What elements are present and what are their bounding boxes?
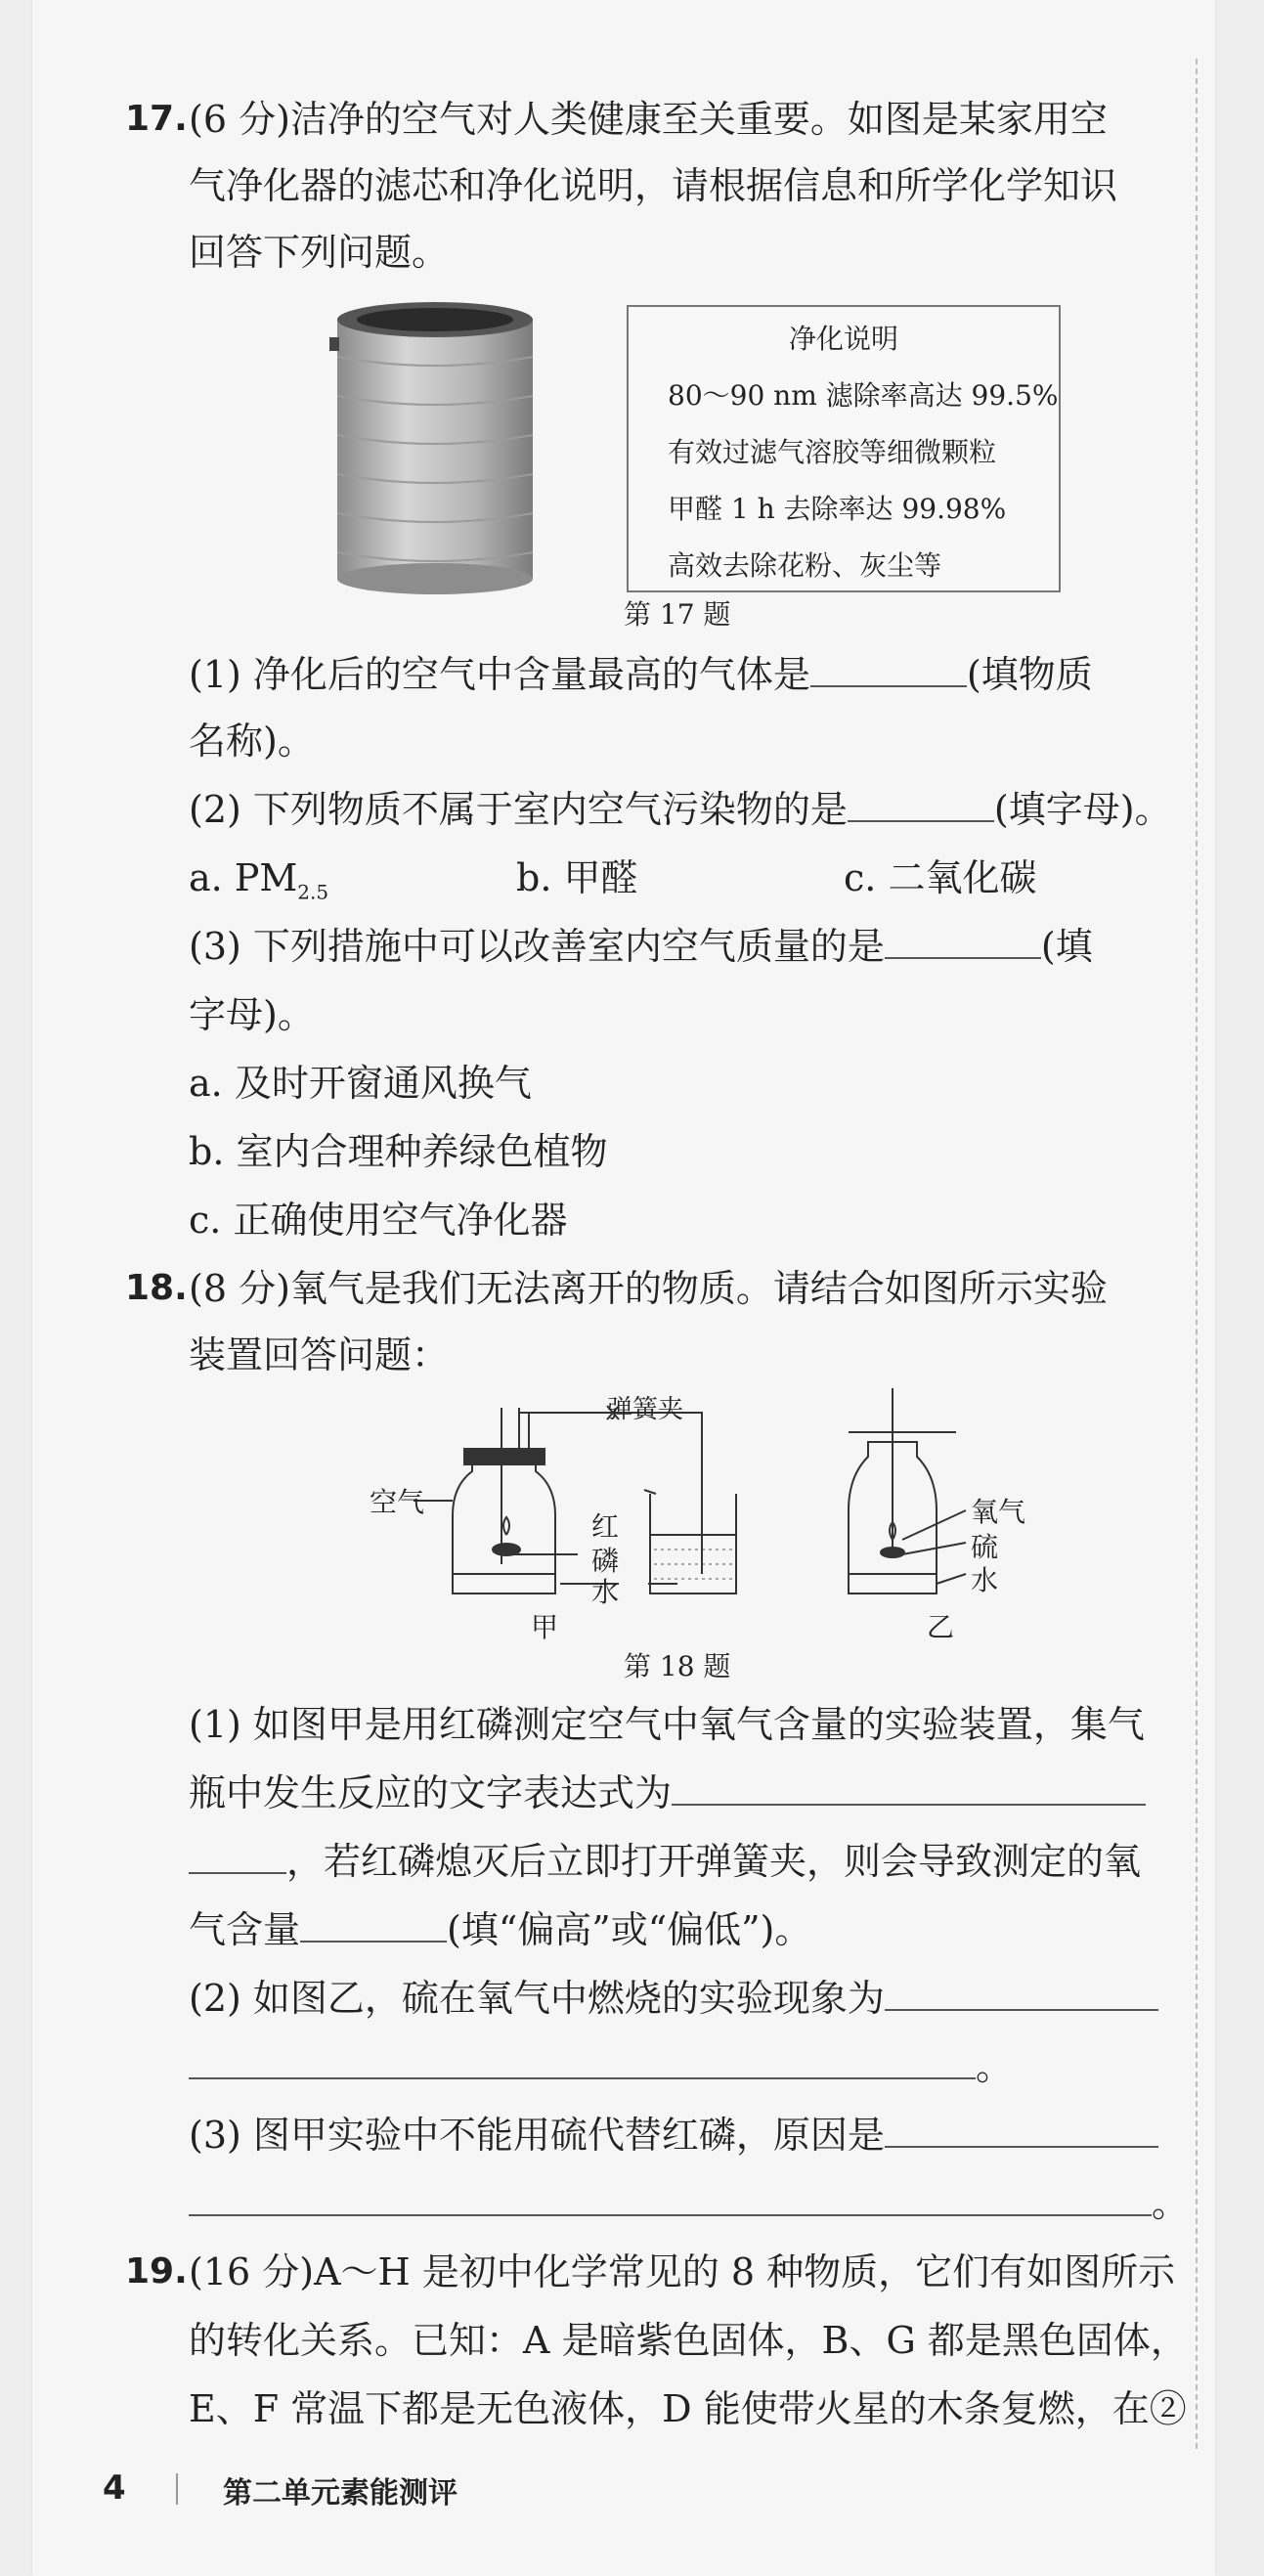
label-oxygen: 氧气: [971, 1496, 1026, 1528]
question-17-number: 17.: [125, 99, 188, 139]
label-yi: 乙: [927, 1611, 955, 1643]
q17-figure-caption: 第 17 题: [624, 598, 731, 631]
page-margin-dashed-line: [1196, 59, 1198, 2449]
label-red: 红: [591, 1510, 620, 1543]
q17-sub3-cont: 字母)。: [189, 993, 315, 1036]
answer-blank[interactable]: [885, 926, 1041, 959]
answer-blank[interactable]: [672, 1772, 1146, 1806]
label-water-jia: 水: [591, 1576, 620, 1608]
q17-stem-line3: 回答下列问题。: [189, 231, 450, 274]
unit-title: 第二单元素能测评: [223, 2476, 458, 2511]
answer-blank[interactable]: [189, 2046, 976, 2079]
q18-sub3-cont: 。: [189, 2182, 1189, 2225]
q18-stem-line1: (8 分)氧气是我们无法离开的物质。请结合如图所示实验: [189, 1267, 1108, 1310]
q18-sub1-line2: 瓶中发生反应的文字表达式为: [189, 1771, 1146, 1814]
q17-option-c: c. 二氧化碳: [844, 856, 1037, 899]
label-sulfur: 硫: [971, 1531, 999, 1563]
label-spring-clamp: 弹簧夹: [607, 1395, 684, 1424]
q18-sub1-line1: (1) 如图甲是用红磷测定空气中氧气含量的实验装置，集气: [189, 1703, 1145, 1746]
q17-option-a: a. $PM_{2.5}$: [189, 856, 329, 904]
exam-page: [32, 0, 1215, 2576]
q18-sub1-line3: ，若红磷熄灭后立即打开弹簧夹，则会导致测定的氧: [189, 1840, 1141, 1883]
question-19-number: 19.: [125, 2251, 188, 2292]
answer-blank[interactable]: [848, 789, 994, 822]
label-water-yi: 水: [971, 1564, 999, 1596]
q17-sub2: (2) 下列物质不属于室内空气污染物的是 (填字母)。: [189, 788, 1172, 831]
q18-sub2: (2) 如图乙，硫在氧气中燃烧的实验现象为: [189, 1977, 1158, 2020]
purification-title: 净化说明: [788, 323, 898, 355]
q18-sub2-cont: 。: [189, 2045, 1013, 2088]
q18-figure-caption: 第 18 题: [624, 1650, 731, 1682]
q17-sub1: (1) 净化后的空气中含量最高的气体是 (填物质: [189, 653, 1093, 696]
q17-stem-line1: (6 分)洁净的空气对人类健康至关重要。如图是某家用空: [189, 98, 1108, 141]
q17-stem-line2: 气净化器的滤芯和净化说明，请根据信息和所学化学知识: [189, 164, 1118, 207]
q18-sub3: (3) 图甲实验中不能用硫代替红磷，原因是: [189, 2114, 1158, 2157]
purification-item: 甲醛 1 h 去除率达 99.98%: [668, 493, 1007, 525]
q18-stem-line2: 装置回答问题：: [189, 1333, 450, 1376]
filter-cartridge-image: [326, 298, 550, 601]
q17-option-b: b. 甲醛: [516, 856, 638, 899]
purification-item: 有效过滤气溶胶等细微颗粒: [668, 436, 997, 468]
answer-blank[interactable]: [189, 2183, 1152, 2216]
q17-measure-c: c. 正确使用空气净化器: [189, 1199, 568, 1242]
purification-item: 高效去除花粉、灰尘等: [668, 549, 942, 582]
q17-measure-b: b. 室内合理种养绿色植物: [189, 1130, 608, 1173]
q18-sub1-line4: 气含量 (填“偏高”或“偏低”)。: [189, 1908, 812, 1951]
label-jia: 甲: [531, 1611, 559, 1643]
q17-sub1-cont: 名称)。: [189, 720, 315, 763]
answer-blank[interactable]: [189, 1841, 286, 1874]
purification-info-box: [627, 305, 1061, 592]
experiment-apparatus-diagram: [355, 1388, 1059, 1642]
answer-blank[interactable]: [885, 2115, 1158, 2148]
q17-measure-a: a. 及时开窗通风换气: [189, 1062, 532, 1105]
question-18-number: 18.: [125, 1268, 188, 1308]
answer-blank[interactable]: [300, 1909, 447, 1943]
answer-blank[interactable]: [885, 1978, 1158, 2011]
label-air: 空气: [370, 1486, 425, 1518]
footer-separator: [176, 2473, 178, 2505]
q19-stem-line3: E、F 常温下都是无色液体，D 能使带火星的木条复燃，在②: [189, 2387, 1187, 2430]
page-number: 4: [103, 2468, 126, 2508]
purification-item: 80～90 nm 滤除率高达 99.5%: [668, 379, 1059, 412]
answer-blank[interactable]: [810, 654, 967, 687]
label-phosphorus: 磷: [591, 1545, 620, 1577]
q17-sub3: (3) 下列措施中可以改善室内空气质量的是 (填: [189, 925, 1093, 968]
q19-stem-line1: (16 分)A～H 是初中化学常见的 8 种物质，它们有如图所示: [189, 2250, 1176, 2293]
q19-stem-line2: 的转化关系。已知：A 是暗紫色固体，B、G 都是黑色固体，: [189, 2319, 1188, 2362]
